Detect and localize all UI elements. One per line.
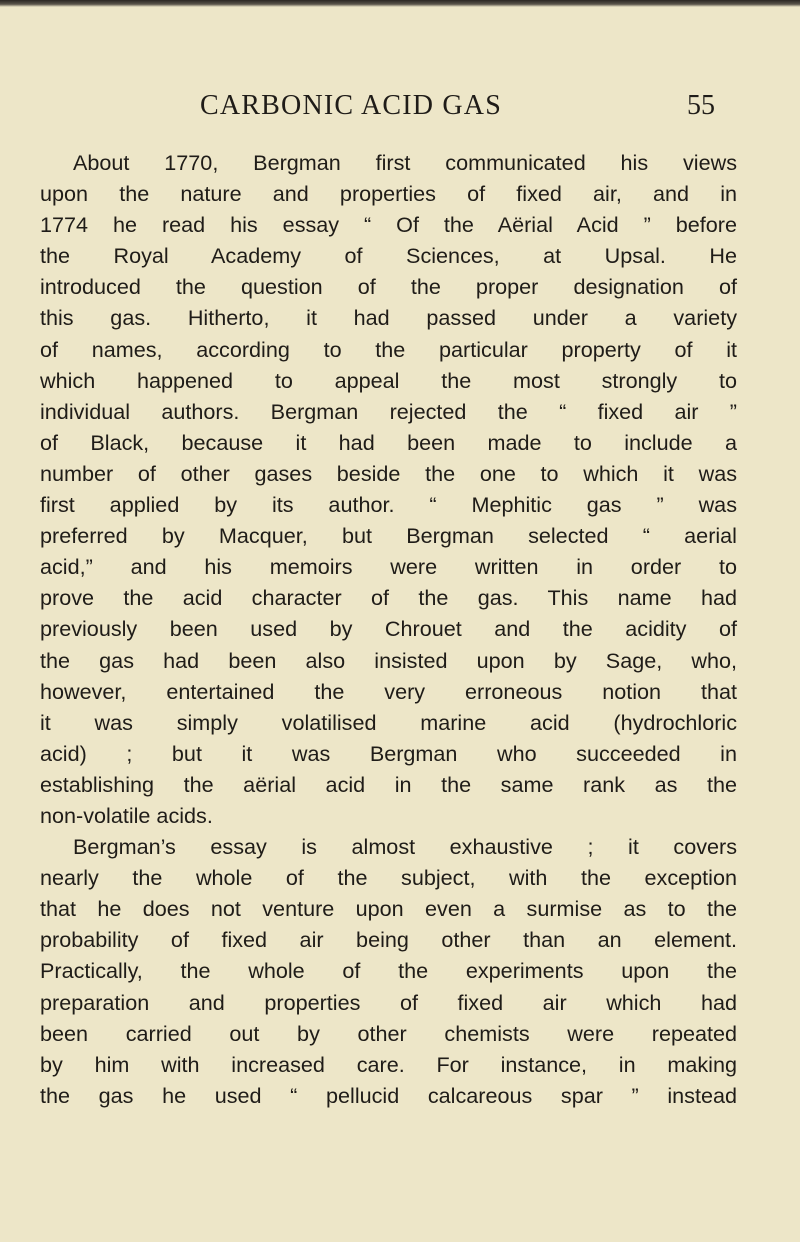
text-line: Practically, the whole of the experiments upon the xyxy=(40,958,737,984)
text-line: 1774 he read his essay “ Of the Aërial Acid ” before xyxy=(40,212,737,238)
text-line: the gas he used “ pellucid calcareous spar ” instead xyxy=(40,1082,737,1108)
text-line: acid,” and his memoirs were written in order to xyxy=(40,554,737,580)
text-line: preferred by Macquer, but Bergman selected “ aerial xyxy=(40,523,737,549)
running-title: CARBONIC ACID GAS xyxy=(200,90,502,121)
body-text xyxy=(40,147,737,1111)
text-line: which happened to appeal the most strongly to xyxy=(40,367,737,393)
text-line: About 1770, Bergman first communicated his views xyxy=(73,150,737,175)
text-line: acid) ; but it was Bergman who succeeded in xyxy=(40,740,737,766)
text-line: of names, according to the particular property of it xyxy=(40,336,737,362)
text-line: preparation and properties of fixed air which had xyxy=(40,989,737,1015)
page-header xyxy=(0,90,800,130)
text-line: prove the acid character of the gas. This name had xyxy=(40,585,737,611)
text-line: by him with increased care. For instance, in making xyxy=(40,1051,737,1077)
page-top-edge xyxy=(0,0,800,7)
text-line: the Royal Academy of Sciences, at Upsal. He xyxy=(40,243,737,269)
text-line: been carried out by other chemists were repeated xyxy=(40,1020,737,1046)
text-line: probability of fixed air being other than an element. xyxy=(40,927,737,953)
text-line: non-volatile acids. xyxy=(40,802,213,828)
page-number: 55 xyxy=(687,90,715,121)
text-line: Bergman’s essay is almost exhaustive ; it covers xyxy=(73,834,737,860)
text-line: upon the nature and properties of fixed air, and in xyxy=(40,181,737,207)
text-line: however, entertained the very erroneous notion that xyxy=(40,678,737,704)
text-line: this gas. Hitherto, it had passed under a variety xyxy=(40,305,737,331)
text-line: first applied by its author. “ Mephitic gas ” was xyxy=(40,492,737,518)
text-line: establishing the aërial acid in the same rank as the xyxy=(40,771,737,797)
text-line: individual authors. Bergman rejected the “ fixed air ” xyxy=(40,398,737,424)
text-line: of Black, because it had been made to include a xyxy=(40,429,737,455)
text-line: introduced the question of the proper designation of xyxy=(40,274,737,300)
text-line: it was simply volatilised marine acid (hydrochloric xyxy=(40,709,737,735)
text-line: the gas had been also insisted upon by Sage, who, xyxy=(40,647,737,673)
text-line: that he does not venture upon even a surmise as to the xyxy=(40,896,737,922)
text-line: number of other gases beside the one to which it was xyxy=(40,460,737,486)
text-line: nearly the whole of the subject, with the exception xyxy=(40,865,737,891)
text-line: previously been used by Chrouet and the acidity of xyxy=(40,616,737,642)
